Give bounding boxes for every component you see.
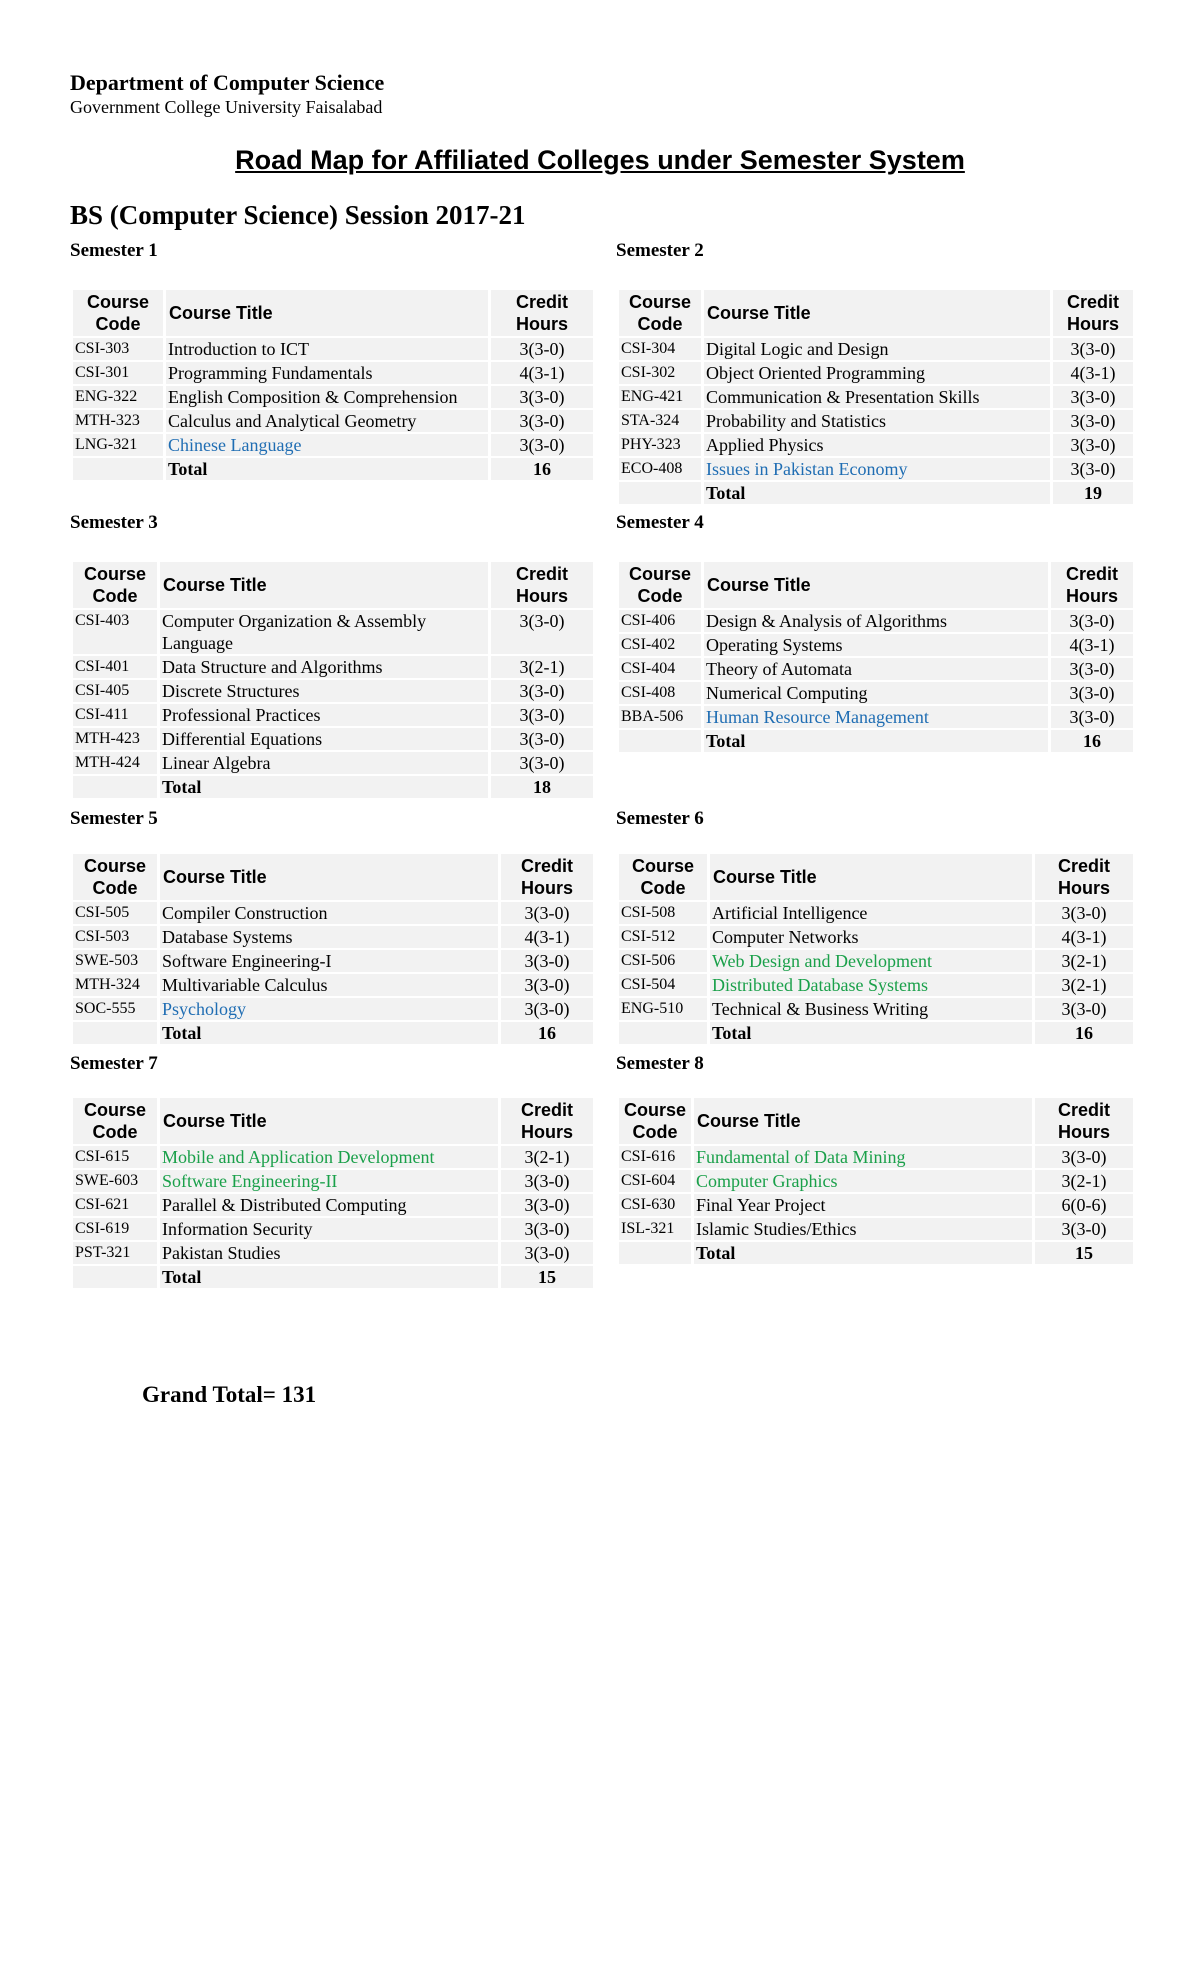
course-credit: 4(3-1) xyxy=(491,362,593,384)
semester-7-table xyxy=(70,1096,596,1290)
course-row xyxy=(73,656,593,678)
course-code: CSI-303 xyxy=(73,338,163,360)
semester-5-title: Semester 5 xyxy=(70,808,158,829)
course-title: Introduction to ICT xyxy=(166,338,488,360)
semester-1-title: Semester 1 xyxy=(70,240,158,261)
total-row xyxy=(619,1242,1133,1264)
header-credit-hours: Credit Hours xyxy=(1035,854,1133,900)
semester-6-table xyxy=(616,852,1136,1046)
course-credit: 3(3-0) xyxy=(1035,998,1133,1020)
total-value: 16 xyxy=(1035,1022,1133,1044)
total-value: 16 xyxy=(501,1022,593,1044)
total-value: 19 xyxy=(1053,482,1133,504)
header-credit-hours: Credit Hours xyxy=(1035,1098,1133,1144)
total-row xyxy=(73,1022,593,1044)
semester-4-title: Semester 4 xyxy=(616,512,704,533)
header-course-code: Course Code xyxy=(73,290,163,336)
header-course-title: Course Title xyxy=(160,1098,498,1144)
header-course-title: Course Title xyxy=(694,1098,1032,1144)
course-code: STA-324 xyxy=(619,410,701,432)
course-code: ENG-510 xyxy=(619,998,707,1020)
semester-4-table xyxy=(616,560,1136,754)
course-code: ECO-408 xyxy=(619,458,701,480)
course-title: Numerical Computing xyxy=(704,682,1048,704)
semester-2-table xyxy=(616,288,1136,506)
course-row xyxy=(73,338,593,360)
course-row xyxy=(619,610,1133,632)
total-label: Total xyxy=(694,1242,1032,1264)
course-code: CSI-402 xyxy=(619,634,701,656)
course-row xyxy=(73,610,593,654)
course-credit: 3(3-0) xyxy=(501,1194,593,1216)
course-title: Parallel & Distributed Computing xyxy=(160,1194,498,1216)
course-code: CSI-403 xyxy=(73,610,157,654)
total-blank-cell xyxy=(619,1242,691,1264)
total-row xyxy=(619,1022,1133,1044)
course-code: CSI-505 xyxy=(73,902,157,924)
course-credit: 4(3-1) xyxy=(1051,634,1133,656)
course-row xyxy=(73,1194,593,1216)
course-row xyxy=(619,338,1133,360)
course-row xyxy=(619,634,1133,656)
total-row xyxy=(73,458,593,480)
header-course-code: Course Code xyxy=(619,854,707,900)
course-row xyxy=(619,362,1133,384)
total-blank-cell xyxy=(73,1022,157,1044)
course-credit: 3(3-0) xyxy=(1053,338,1133,360)
total-row xyxy=(619,730,1133,752)
course-title: Psychology xyxy=(160,998,498,1020)
course-row xyxy=(73,434,593,456)
course-title: Distributed Database Systems xyxy=(710,974,1032,996)
course-title: Artificial Intelligence xyxy=(710,902,1032,924)
course-credit: 3(3-0) xyxy=(491,704,593,726)
total-label: Total xyxy=(704,730,1048,752)
course-credit: 3(3-0) xyxy=(501,1242,593,1264)
course-title: Calculus and Analytical Geometry xyxy=(166,410,488,432)
course-row xyxy=(619,1218,1133,1240)
course-code: CSI-616 xyxy=(619,1146,691,1168)
semester-2-title: Semester 2 xyxy=(616,240,704,261)
course-credit: 3(3-0) xyxy=(491,410,593,432)
course-credit: 3(3-0) xyxy=(491,752,593,774)
total-label: Total xyxy=(166,458,488,480)
course-credit: 3(3-0) xyxy=(491,680,593,702)
header-course-title: Course Title xyxy=(704,562,1048,608)
course-code: CSI-604 xyxy=(619,1170,691,1192)
course-credit: 4(3-1) xyxy=(501,926,593,948)
course-credit: 3(3-0) xyxy=(491,434,593,456)
total-value: 16 xyxy=(491,458,593,480)
total-value: 18 xyxy=(491,776,593,798)
course-credit: 4(3-1) xyxy=(1035,926,1133,948)
course-title: Compiler Construction xyxy=(160,902,498,924)
course-row xyxy=(73,950,593,972)
course-code: MTH-424 xyxy=(73,752,157,774)
course-credit: 3(3-0) xyxy=(501,1170,593,1192)
course-row xyxy=(619,1146,1133,1168)
course-title: Differential Equations xyxy=(160,728,488,750)
course-code: SWE-503 xyxy=(73,950,157,972)
course-code: PHY-323 xyxy=(619,434,701,456)
course-title: Computer Organization & Assembly Language xyxy=(160,610,488,654)
course-title: English Composition & Comprehension xyxy=(166,386,488,408)
total-row xyxy=(73,776,593,798)
total-label: Total xyxy=(160,1022,498,1044)
course-title: Operating Systems xyxy=(704,634,1048,656)
course-credit: 3(2-1) xyxy=(1035,950,1133,972)
course-title: Islamic Studies/Ethics xyxy=(694,1218,1032,1240)
course-row xyxy=(619,386,1133,408)
course-row xyxy=(619,998,1133,1020)
header-credit-hours: Credit Hours xyxy=(1053,290,1133,336)
course-credit: 3(2-1) xyxy=(1035,974,1133,996)
course-title: Mobile and Application Development xyxy=(160,1146,498,1168)
course-code: SOC-555 xyxy=(73,998,157,1020)
course-credit: 3(3-0) xyxy=(501,950,593,972)
session-title: BS (Computer Science) Session 2017-21 xyxy=(70,200,526,230)
course-title: Computer Graphics xyxy=(694,1170,1032,1192)
course-credit: 3(3-0) xyxy=(491,610,593,654)
total-label: Total xyxy=(160,1266,498,1288)
total-value: 15 xyxy=(501,1266,593,1288)
course-row xyxy=(619,926,1133,948)
header-credit-hours: Credit Hours xyxy=(491,290,593,336)
course-title: Computer Networks xyxy=(710,926,1032,948)
course-code: CSI-512 xyxy=(619,926,707,948)
course-title: Professional Practices xyxy=(160,704,488,726)
course-title: Applied Physics xyxy=(704,434,1050,456)
course-code: ENG-322 xyxy=(73,386,163,408)
semester-3-table xyxy=(70,560,596,800)
course-credit: 3(3-0) xyxy=(1051,610,1133,632)
course-code: PST-321 xyxy=(73,1242,157,1264)
course-credit: 3(3-0) xyxy=(1035,1218,1133,1240)
semester-6-title: Semester 6 xyxy=(616,808,704,829)
course-code: CSI-405 xyxy=(73,680,157,702)
course-title: Technical & Business Writing xyxy=(710,998,1032,1020)
course-row xyxy=(619,1170,1133,1192)
header-credit-hours: Credit Hours xyxy=(501,1098,593,1144)
course-credit: 3(3-0) xyxy=(1035,902,1133,924)
course-credit: 3(3-0) xyxy=(1053,386,1133,408)
course-code: BBA-506 xyxy=(619,706,701,728)
course-title: Communication & Presentation Skills xyxy=(704,386,1050,408)
course-credit: 3(2-1) xyxy=(501,1146,593,1168)
course-credit: 3(3-0) xyxy=(491,386,593,408)
course-row xyxy=(73,704,593,726)
course-code: CSI-630 xyxy=(619,1194,691,1216)
total-row xyxy=(619,482,1133,504)
course-credit: 3(3-0) xyxy=(501,1218,593,1240)
course-row xyxy=(619,658,1133,680)
course-title: Pakistan Studies xyxy=(160,1242,498,1264)
total-label: Total xyxy=(160,776,488,798)
course-row xyxy=(73,1218,593,1240)
course-row xyxy=(73,362,593,384)
course-code: CSI-504 xyxy=(619,974,707,996)
semester-8-title: Semester 8 xyxy=(616,1053,704,1074)
course-title: Final Year Project xyxy=(694,1194,1032,1216)
course-code: CSI-302 xyxy=(619,362,701,384)
course-title: Database Systems xyxy=(160,926,498,948)
course-code: CSI-411 xyxy=(73,704,157,726)
course-title: Design & Analysis of Algorithms xyxy=(704,610,1048,632)
course-code: CSI-301 xyxy=(73,362,163,384)
course-credit: 3(2-1) xyxy=(1035,1170,1133,1192)
course-row xyxy=(73,410,593,432)
course-credit: 3(3-0) xyxy=(1053,434,1133,456)
course-title: Software Engineering-I xyxy=(160,950,498,972)
grand-total: Grand Total= 131 xyxy=(142,1382,317,1407)
university-name: Government College University Faisalabad xyxy=(70,97,383,117)
course-code: LNG-321 xyxy=(73,434,163,456)
header-course-code: Course Code xyxy=(619,562,701,608)
course-row xyxy=(619,950,1133,972)
total-blank-cell xyxy=(619,1022,707,1044)
course-row xyxy=(73,902,593,924)
course-code: CSI-401 xyxy=(73,656,157,678)
course-row xyxy=(619,706,1133,728)
header-credit-hours: Credit Hours xyxy=(501,854,593,900)
course-credit: 3(3-0) xyxy=(1053,410,1133,432)
course-row xyxy=(619,410,1133,432)
course-title: Information Security xyxy=(160,1218,498,1240)
course-title: Object Oriented Programming xyxy=(704,362,1050,384)
header-course-title: Course Title xyxy=(160,562,488,608)
course-credit: 3(3-0) xyxy=(491,338,593,360)
course-code: CSI-508 xyxy=(619,902,707,924)
course-title: Multivariable Calculus xyxy=(160,974,498,996)
semester-7-title: Semester 7 xyxy=(70,1053,158,1074)
course-row xyxy=(73,752,593,774)
course-credit: 3(3-0) xyxy=(491,728,593,750)
course-row xyxy=(73,974,593,996)
course-credit: 3(3-0) xyxy=(1051,706,1133,728)
course-credit: 3(3-0) xyxy=(501,902,593,924)
course-credit: 3(3-0) xyxy=(1053,458,1133,480)
course-row xyxy=(73,926,593,948)
semester-1-table xyxy=(70,288,596,482)
course-code: CSI-621 xyxy=(73,1194,157,1216)
course-code: SWE-603 xyxy=(73,1170,157,1192)
semester-3-title: Semester 3 xyxy=(70,512,158,533)
header-course-code: Course Code xyxy=(73,854,157,900)
roadmap-title: Road Map for Affiliated Colleges under Semester System xyxy=(235,145,965,175)
course-credit: 3(3-0) xyxy=(1051,658,1133,680)
header-course-title: Course Title xyxy=(704,290,1050,336)
course-code: CSI-304 xyxy=(619,338,701,360)
course-title: Linear Algebra xyxy=(160,752,488,774)
course-row xyxy=(73,386,593,408)
course-code: CSI-408 xyxy=(619,682,701,704)
document-header xyxy=(70,70,384,118)
course-code: ISL-321 xyxy=(619,1218,691,1240)
total-label: Total xyxy=(710,1022,1032,1044)
course-code: MTH-323 xyxy=(73,410,163,432)
course-row xyxy=(73,728,593,750)
header-course-code: Course Code xyxy=(73,1098,157,1144)
header-course-code: Course Code xyxy=(619,1098,691,1144)
course-row xyxy=(73,1146,593,1168)
course-code: CSI-506 xyxy=(619,950,707,972)
semester-5-table xyxy=(70,852,596,1046)
course-credit: 3(3-0) xyxy=(501,974,593,996)
header-course-title: Course Title xyxy=(160,854,498,900)
course-row xyxy=(73,1170,593,1192)
header-course-title: Course Title xyxy=(166,290,488,336)
course-title: Fundamental of Data Mining xyxy=(694,1146,1032,1168)
course-code: CSI-619 xyxy=(73,1218,157,1240)
course-code: CSI-406 xyxy=(619,610,701,632)
course-credit: 3(3-0) xyxy=(501,998,593,1020)
course-title: Software Engineering-II xyxy=(160,1170,498,1192)
header-credit-hours: Credit Hours xyxy=(1051,562,1133,608)
course-code: MTH-324 xyxy=(73,974,157,996)
course-row xyxy=(619,902,1133,924)
course-code: CSI-503 xyxy=(73,926,157,948)
total-value: 15 xyxy=(1035,1242,1133,1264)
course-credit: 4(3-1) xyxy=(1053,362,1133,384)
header-course-code: Course Code xyxy=(73,562,157,608)
course-title: Human Resource Management xyxy=(704,706,1048,728)
course-title: Chinese Language xyxy=(166,434,488,456)
course-code: CSI-615 xyxy=(73,1146,157,1168)
course-title: Programming Fundamentals xyxy=(166,362,488,384)
course-row xyxy=(73,1242,593,1264)
total-label: Total xyxy=(704,482,1050,504)
header-course-code: Course Code xyxy=(619,290,701,336)
course-row xyxy=(619,434,1133,456)
header-credit-hours: Credit Hours xyxy=(491,562,593,608)
course-code: MTH-423 xyxy=(73,728,157,750)
course-title: Discrete Structures xyxy=(160,680,488,702)
total-row xyxy=(73,1266,593,1288)
total-blank-cell xyxy=(73,458,163,480)
course-row xyxy=(619,458,1133,480)
total-blank-cell xyxy=(619,482,701,504)
course-title: Digital Logic and Design xyxy=(704,338,1050,360)
header-course-title: Course Title xyxy=(710,854,1032,900)
total-blank-cell xyxy=(619,730,701,752)
department-name: Department of Computer Science xyxy=(70,70,385,95)
course-row xyxy=(73,680,593,702)
course-title: Theory of Automata xyxy=(704,658,1048,680)
course-title: Issues in Pakistan Economy xyxy=(704,458,1050,480)
course-title: Probability and Statistics xyxy=(704,410,1050,432)
course-credit: 6(0-6) xyxy=(1035,1194,1133,1216)
course-code: ENG-421 xyxy=(619,386,701,408)
total-blank-cell xyxy=(73,1266,157,1288)
course-row xyxy=(619,974,1133,996)
course-row xyxy=(73,998,593,1020)
semester-8-table xyxy=(616,1096,1136,1266)
course-title: Data Structure and Algorithms xyxy=(160,656,488,678)
total-value: 16 xyxy=(1051,730,1133,752)
course-credit: 3(3-0) xyxy=(1035,1146,1133,1168)
course-code: CSI-404 xyxy=(619,658,701,680)
course-title: Web Design and Development xyxy=(710,950,1032,972)
course-row xyxy=(619,682,1133,704)
course-credit: 3(2-1) xyxy=(491,656,593,678)
total-blank-cell xyxy=(73,776,157,798)
course-credit: 3(3-0) xyxy=(1051,682,1133,704)
course-row xyxy=(619,1194,1133,1216)
